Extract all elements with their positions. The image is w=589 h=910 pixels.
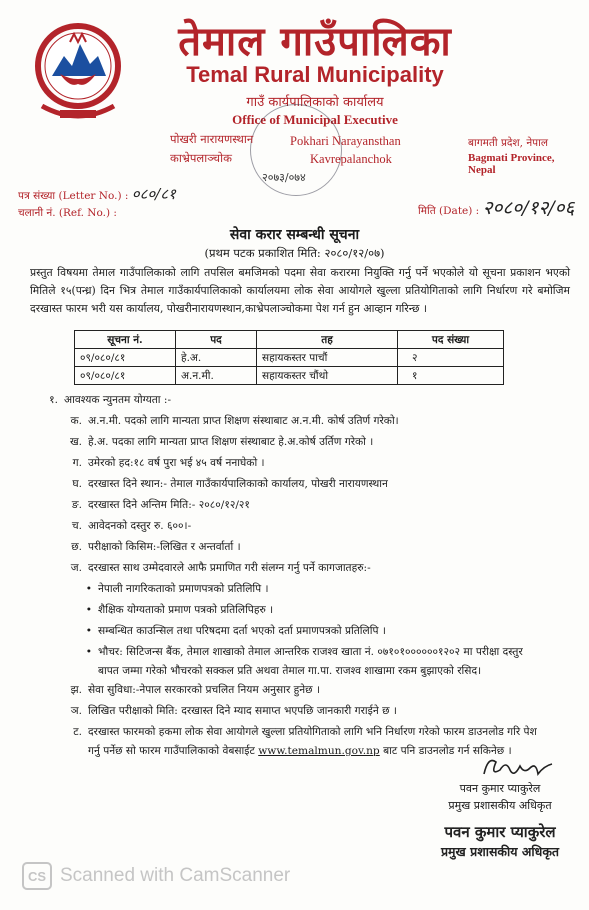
- table-header-post: पद: [176, 331, 257, 349]
- document-bullet: [30, 621, 570, 642]
- list-item-text: दरखास्त फारमको हकमा लोक सेवा आयोगले खुल्ला प्रतियोगिताको लागि भनि निर्धारण गरेको फारम डाउनलोड गरि पेश: [88, 726, 537, 738]
- table-cell: ०९/०८०/८१: [75, 349, 176, 367]
- province-nepali: बागमती प्रदेश, नेपाल: [468, 137, 548, 149]
- address-english-line1: Pokhari Narayansthan: [290, 134, 401, 148]
- list-marker: क.: [70, 415, 82, 427]
- table-header-notice-no: सूचना नं.: [75, 331, 176, 349]
- bullet-text: शैक्षिक योग्यताको प्रमाण पत्रको प्रतिलिपिहरु ।: [98, 604, 274, 616]
- list-item: [30, 495, 570, 516]
- document-bullet: [30, 600, 570, 621]
- camscanner-icon: CS: [22, 862, 52, 890]
- table-cell: अ.न.मी.: [176, 367, 257, 385]
- name-stamp: [420, 822, 580, 862]
- bullet-icon: •: [85, 646, 92, 658]
- requirements-heading-text: आवश्यक न्युनतम योग्यता :-: [64, 394, 172, 406]
- bullet-text: नेपाली नागरिकताको प्रमाणपत्रको प्रतिलिपि ।: [98, 583, 269, 595]
- table-row: [75, 349, 504, 367]
- requirements-heading: [30, 390, 570, 411]
- list-marker: ट.: [73, 726, 82, 738]
- date-row: [418, 194, 574, 220]
- list-marker: छ.: [71, 541, 82, 553]
- list-item-text: दरखास्त दिने स्थान:- तेमाल गाउँकार्यपालिकाको कार्यालय, पोखरी नारायणस्थान: [88, 478, 388, 490]
- document-bullet: [30, 579, 570, 600]
- list-marker: ज.: [70, 562, 82, 574]
- municipality-title-english: Temal Rural Municipality: [186, 62, 444, 87]
- list-item: [30, 558, 570, 579]
- list-item: [30, 537, 570, 558]
- address-nepali-line1: पोखरी नारायणस्थान: [170, 132, 254, 146]
- document-bullet-continuation: [30, 663, 570, 680]
- list-item: [30, 474, 570, 495]
- bullet-icon: •: [85, 604, 92, 616]
- camscanner-text: Scanned with CamScanner: [60, 865, 291, 886]
- table-header-post-count: पद संख्या: [398, 331, 504, 349]
- list-item-text: उमेरको हद:१८ वर्ष पुरा भई ४५ वर्ष ननाघेको ।: [88, 457, 265, 469]
- table-cell: २: [398, 349, 504, 367]
- address-nepali-line2: काभ्रेपलाञ्चोक: [170, 151, 232, 165]
- posts-table: [74, 330, 504, 385]
- list-item: [30, 432, 570, 453]
- list-marker: १.: [49, 394, 58, 406]
- bullet-text: बापत जम्मा गरेको भौचरको सक्कल प्रति अथवा तेमाल गा.पा. राजश्व शाखामा रकम बुझाएको रसिद।: [98, 665, 482, 677]
- list-marker: ङ.: [71, 499, 82, 511]
- list-item: [30, 701, 570, 722]
- fiscal-year-mark: २०७३/०७४: [262, 171, 306, 184]
- continuation-text: गर्नु पर्नेछ सो फारम गाउँपालिकाको वेबसाईट: [88, 745, 259, 757]
- list-item: [30, 516, 570, 537]
- address-english-line2: Kavrepalanchok: [310, 152, 392, 166]
- office-name-nepali: गाउँ कार्यपालिकाको कार्यालय: [246, 95, 384, 110]
- list-item-text: आवेदनको दस्तुर रु. ६००।-: [88, 520, 192, 532]
- address-english: [290, 132, 450, 168]
- notice-subtitle: (प्रथम पटक प्रकाशित मिति: २०८०/१२/०७): [204, 246, 385, 260]
- list-marker: घ.: [72, 478, 82, 490]
- signatory-name: पवन कुमार प्याकुरेल: [459, 782, 541, 795]
- table-row: [75, 367, 504, 385]
- handwritten-signature: [478, 752, 558, 782]
- notice-intro-paragraph: प्रस्तुत विषयमा तेमाल गाउँपालिकाको लागि तपसिल बमजिमको पदमा सेवा करारमा नियुक्ति गर्नु पर्ने भएकोले यो सूचना प्रकाशन भएको मितिले १५(पन्ध्र) दिन भित्र तेमाल गाउँकार्यपालिकाको कार्यालयमा लोक सेवा आयोगले खुल्ला प्रतियोगिताको लागि निर्धारण गरे बमोजिम दरखास्त फारम भरी यस कार्यालय, पोखरीनारायणस्थान,काभ्रेपलाञ्चोकमा पेश गर्न हुन आव्हान गरिन्छ ।: [30, 266, 570, 315]
- list-marker: झ.: [70, 684, 82, 696]
- table-cell: १: [398, 367, 504, 385]
- document-bullet: [30, 642, 570, 663]
- camscanner-watermark: [22, 862, 290, 890]
- list-item: [30, 411, 570, 432]
- list-item-text: दरखास्त दिने अन्तिम मिति:- २०८०/१२/२१: [88, 499, 250, 511]
- province-english: Bagmati Province, Nepal: [468, 152, 555, 176]
- table-cell: सहायकस्तर चौंथो: [257, 367, 398, 385]
- letter-number-label: पत्र संख्या (Letter No.) :: [18, 190, 129, 202]
- bullet-text: भौचर: सिटिजन्स बैंक, तेमाल शाखाको तेमाल आन्तरिक राजश्व खाता नं. ०७१०१००००००१२०२ मा परीक्षा दस्तुर: [98, 646, 523, 658]
- signatory-position: प्रमुख प्रशासकीय अधिकृत: [448, 799, 552, 812]
- list-item-text: अ.न.मी. पदको लागि मान्यता प्राप्त शिक्षण संस्थाबाट अ.न.मी. कोर्ष उतिर्ण गरेको।: [88, 415, 399, 427]
- table-header-row: [75, 331, 504, 349]
- stamp-position: प्रमुख प्रशासकीय अधिकृत: [440, 844, 560, 859]
- signatory-block: [420, 780, 580, 814]
- list-marker: च.: [71, 520, 82, 532]
- list-item: [30, 453, 570, 474]
- table-cell: हे.अ.: [176, 349, 257, 367]
- list-item: [30, 722, 570, 743]
- list-item: [30, 680, 570, 701]
- municipality-title-nepali: तेमाल गाउँपालिका: [178, 18, 452, 65]
- list-item-text: सेवा सुविधा:-नेपाल सरकारको प्रचलित नियम अनुसार हुनेछ ।: [88, 684, 320, 696]
- government-emblem-logo: [30, 14, 126, 134]
- table-header-level: तह: [257, 331, 398, 349]
- reference-number-label: चलानी नं. (Ref. No.) :: [18, 207, 117, 219]
- letter-number-row: [18, 184, 176, 204]
- bullet-icon: •: [85, 625, 92, 637]
- continuation-text-end: बाट पनि डाउनलोड गर्न सकिनेछ ।: [379, 745, 512, 757]
- stamp-name: पवन कुमार प्याकुरेल: [444, 823, 556, 841]
- table-cell: ०९/०८०/८१: [75, 367, 176, 385]
- bullet-text: सम्बन्धित काउन्सिल तथा परिषदमा दर्ता भएको दर्ता प्रमाणपत्रको प्रतिलिपि ।: [98, 625, 386, 637]
- office-name-english: Office of Municipal Executive: [232, 112, 398, 127]
- website-link[interactable]: www.temalmun.gov.np: [258, 745, 380, 757]
- reference-number-row: [18, 202, 117, 220]
- list-marker: ख.: [69, 436, 82, 448]
- list-marker: ञ.: [70, 705, 82, 717]
- date-value: २०८०/१२/०६: [482, 197, 575, 219]
- date-label: मिति (Date) :: [418, 205, 480, 217]
- list-item-text: लिखित परीक्षाको मिति: दरखास्त दिने म्याद समाप्त भएपछि जानकारी गराईने छ ।: [88, 705, 397, 717]
- requirements-section: [30, 390, 570, 760]
- list-marker: ग.: [72, 457, 82, 469]
- letter-number-value: ०८०/८१: [131, 185, 176, 203]
- list-item-text: दरखास्त साथ उम्मेदवारले आफै प्रमाणित गरी संलग्न गर्नु पर्ने कागजातहरु:-: [88, 562, 371, 574]
- table-cell: सहायकस्तर पाचौं: [257, 349, 398, 367]
- list-item-text: परीक्षाको किसिम:-लिखित र अन्तर्वार्ता ।: [88, 541, 241, 553]
- list-item-text: हे.अ. पदका लागि मान्यता प्राप्त शिक्षण संस्थाबाट हे.अ.कोर्ष उर्तिण गरेको ।: [88, 436, 374, 448]
- bullet-icon: •: [85, 583, 92, 595]
- notice-title: सेवा करार सम्बन्धी सूचना: [229, 227, 360, 243]
